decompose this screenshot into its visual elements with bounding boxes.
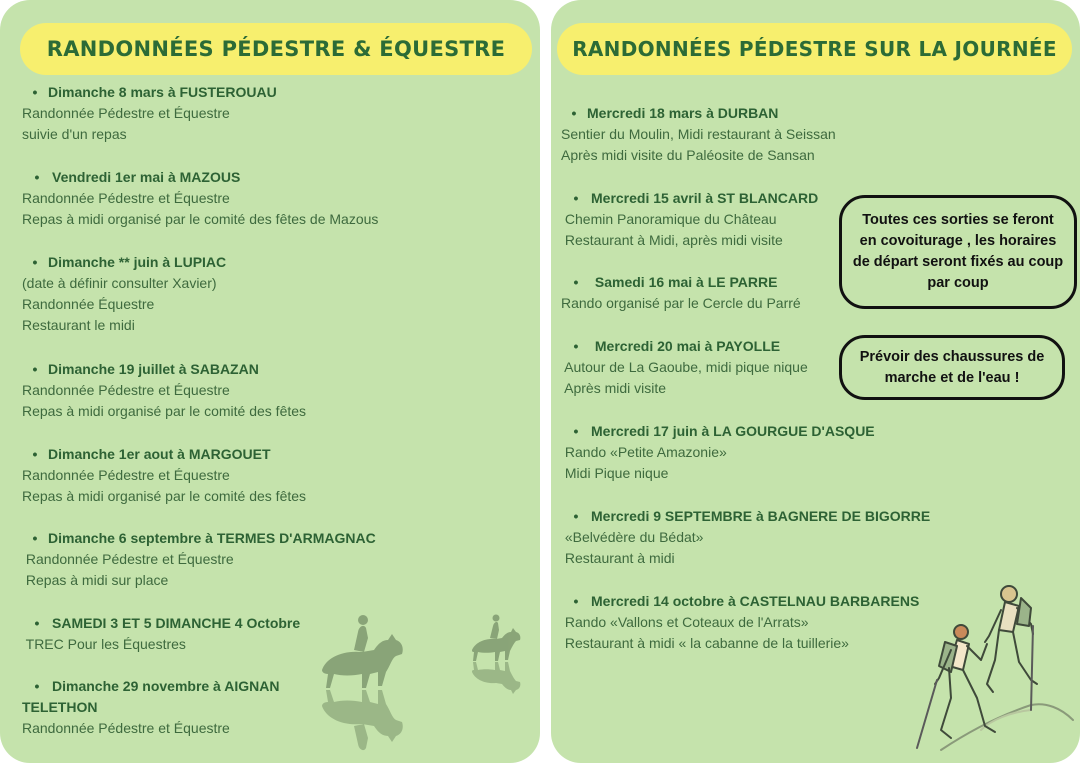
left-event-8-line-1: TELETHON xyxy=(22,699,98,715)
left-event-7: • SAMEDI 3 ET 5 DIMANCHE 4 Octobre TREC Pour les Équestres xyxy=(22,613,537,676)
left-title: RANDONNÉES PÉDESTRE & ÉQUESTRE xyxy=(46,37,506,61)
left-event-2: • Vendredi 1er mai à MAZOUS Randonnée Pédestre et Équestre Repas à midi organisé par le comité des fêtes de Mazous xyxy=(22,167,537,252)
right-event-2-line-1: Chemin Panoramique du Château xyxy=(561,211,777,227)
carpool-note-text: Toutes ces sorties se feront en covoiturage , les horaires de départ seront fixés au coup par coup xyxy=(852,212,1064,291)
right-panel xyxy=(551,0,1080,763)
left-event-6-line-1: Randonnée Pédestre et Équestre xyxy=(22,551,234,567)
right-event-6-line-2: Restaurant à midi xyxy=(561,550,675,566)
left-event-3-title: Dimanche ** juin à LUPIAC xyxy=(48,254,227,270)
right-event-7-line-1: Rando «Vallons et Coteaux de l'Arrats» xyxy=(561,614,809,630)
right-event-4: • Mercredi 20 mai à PAYOLLE Autour de La Gaoube, midi pique nique Après midi visite xyxy=(561,336,851,421)
left-event-5-line-1: Randonnée Pédestre et Équestre xyxy=(22,467,230,483)
right-event-4-line-2: Après midi visite xyxy=(561,380,667,396)
left-event-7-line-1: TREC Pour les Équestres xyxy=(22,636,186,652)
right-event-6-title: Mercredi 9 SEPTEMBRE à BAGNERE DE BIGORRE xyxy=(591,508,931,524)
left-event-2-line-1: Randonnée Pédestre et Équestre xyxy=(22,190,230,206)
right-event-1-line-1: Sentier du Moulin, Midi restaurant à Seissan xyxy=(561,126,836,142)
right-event-5: • Mercredi 17 juin à LA GOURGUE D'ASQUE Rando «Petite Amazonie» Midi Pique nique xyxy=(561,421,851,506)
left-event-8-title: Dimanche 29 novembre à AIGNAN xyxy=(52,678,280,694)
left-event-5-title: Dimanche 1er aout à MARGOUET xyxy=(48,446,271,462)
right-event-6-line-1: «Belvédère du Bédat» xyxy=(561,529,704,545)
left-event-3-line-2: Randonnée Équestre xyxy=(22,296,155,312)
left-title-banner xyxy=(20,23,532,75)
right-event-2-line-2: Restaurant à Midi, après midi visite xyxy=(561,232,783,248)
left-event-1-line-2: suivie d'un repas xyxy=(22,126,127,142)
right-event-5-line-2: Midi Pique nique xyxy=(561,465,669,481)
hikers-icon xyxy=(881,580,1076,760)
left-event-2-title: Vendredi 1er mai à MAZOUS xyxy=(52,169,241,185)
left-event-3: • Dimanche ** juin à LUPIAC (date à définir consulter Xavier) Randonnée Équestre Restaurant le midi xyxy=(22,252,537,359)
left-event-4-title: Dimanche 19 juillet à SABAZAN xyxy=(48,361,259,377)
left-event-4-line-2: Repas à midi organisé par le comité des fêtes xyxy=(22,403,307,419)
right-event-7-line-2: Restaurant à midi « la cabanne de la tuillerie» xyxy=(561,635,849,651)
right-event-4-line-1: Autour de La Gaoube, midi pique nique xyxy=(561,359,808,375)
left-event-4-line-1: Randonnée Pédestre et Équestre xyxy=(22,382,230,398)
left-event-1: • Dimanche 8 mars à FUSTEROUAU Randonnée Pédestre et Équestre suivie d'un repas xyxy=(22,82,537,167)
right-event-1: • Mercredi 18 mars à DURBAN Sentier du Moulin, Midi restaurant à Seissan Après midi visite du Paléosite de Sansan xyxy=(561,103,851,188)
left-event-3-line-3: Restaurant le midi xyxy=(22,317,135,333)
right-event-list xyxy=(561,103,931,654)
left-event-6: • Dimanche 6 septembre à TERMES D'ARMAGNAC Randonnée Pédestre et Équestre Repas à midi sur place xyxy=(22,528,537,613)
right-title-banner xyxy=(557,23,1072,75)
left-event-4: • Dimanche 19 juillet à SABAZAN Randonnée Pédestre et Équestre Repas à midi organisé par le comité des fêtes xyxy=(22,359,537,444)
right-event-3-title: Samedi 16 mai à LE PARRE xyxy=(591,274,778,290)
right-event-7-title: Mercredi 14 octobre à CASTELNAU BARBARENS xyxy=(591,593,920,609)
right-event-1-title: Mercredi 18 mars à DURBAN xyxy=(587,105,779,121)
left-event-6-title: Dimanche 6 septembre à TERMES D'ARMAGNAC xyxy=(48,530,376,546)
right-title: RANDONNÉES PÉDESTRE SUR LA JOURNÉE xyxy=(572,37,1057,61)
left-event-3-line-1: (date à définir consulter Xavier) xyxy=(22,275,217,291)
left-event-8: • Dimanche 29 novembre à AIGNAN TELETHON Randonnée Pédestre et Équestre xyxy=(22,676,537,739)
left-event-5-line-2: Repas à midi organisé par le comité des fêtes xyxy=(22,488,307,504)
right-event-4-title: Mercredi 20 mai à PAYOLLE xyxy=(591,338,781,354)
left-event-1-line-1: Randonnée Pédestre et Équestre xyxy=(22,105,230,121)
shoes-note xyxy=(839,335,1065,400)
left-event-6-line-2: Repas à midi sur place xyxy=(22,572,169,588)
right-event-7: • Mercredi 14 octobre à CASTELNAU BARBARENS Rando «Vallons et Coteaux de l'Arrats» Restaurant à midi « la cabanne de la tuillerie» xyxy=(561,591,851,654)
right-event-5-line-1: Rando «Petite Amazonie» xyxy=(561,444,727,460)
horse-rider-reflection-icon xyxy=(312,610,538,760)
right-event-2: • Mercredi 15 avril à ST BLANCARD Chemin Panoramique du Château Restaurant à Midi, après midi visite xyxy=(561,188,851,272)
left-event-1-title: Dimanche 8 mars à FUSTEROUAU xyxy=(48,84,277,100)
shoes-note-text: Prévoir des chaussures de marche et de l'eau ! xyxy=(859,348,1045,386)
right-event-2-title: Mercredi 15 avril à ST BLANCARD xyxy=(591,190,819,206)
right-event-3: • Samedi 16 mai à LE PARRE Rando organisé par le Cercle du Parré xyxy=(561,272,851,336)
left-event-8-line-2: Randonnée Pédestre et Équestre xyxy=(22,720,230,736)
right-event-1-line-2: Après midi visite du Paléosite de Sansan xyxy=(561,147,815,163)
left-event-7-title: SAMEDI 3 ET 5 DIMANCHE 4 Octobre xyxy=(52,615,301,631)
right-event-6: • Mercredi 9 SEPTEMBRE à BAGNERE DE BIGORRE «Belvédère du Bédat» Restaurant à midi xyxy=(561,506,851,591)
right-event-5-title: Mercredi 17 juin à LA GOURGUE D'ASQUE xyxy=(591,423,875,439)
right-event-3-line-1: Rando organisé par le Cercle du Parré xyxy=(561,295,801,311)
left-event-5: • Dimanche 1er aout à MARGOUET Randonnée Pédestre et Équestre Repas à midi organisé par le comité des fêtes xyxy=(22,444,537,528)
left-event-2-line-2: Repas à midi organisé par le comité des fêtes de Mazous xyxy=(22,211,379,227)
carpool-note xyxy=(839,195,1077,309)
